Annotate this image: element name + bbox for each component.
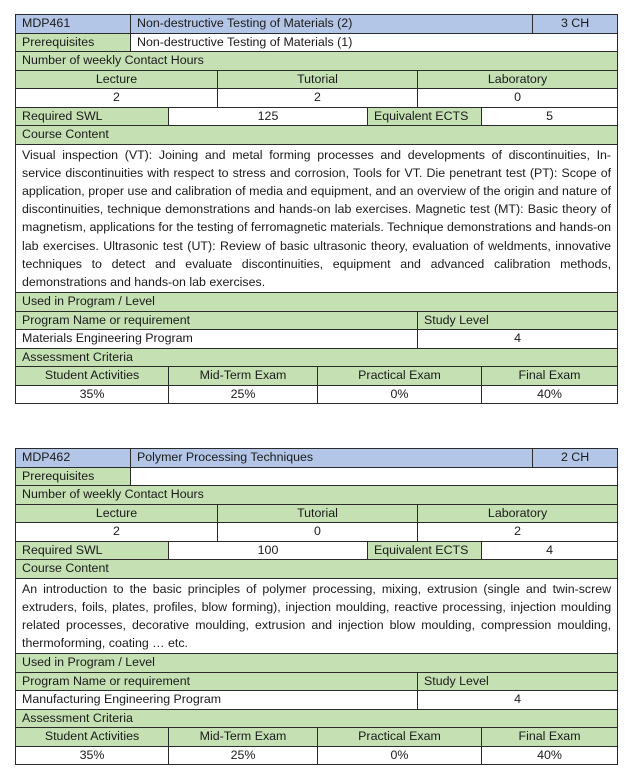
contact-hours-label-row: [16, 52, 618, 71]
assessment-header-row: [16, 728, 618, 747]
program-level-label: Used in Program / Level: [16, 654, 618, 673]
assessment-values-row: [16, 746, 618, 765]
contact-hours-label: Number of weekly Contact Hours: [16, 486, 618, 505]
midterm-value: 25%: [169, 385, 318, 404]
course-content: An introduction to the basic principles of polymer processing, mixing, extrusion (single and twin-screw extruders, foils, plates, profiles, blow forming), injection moulding, reactive processing, injection moulding related processes, decorative moulding, extrusion and injection blow moulding, compression moulding, thermoforming, coating … etc.: [16, 578, 618, 654]
practical-value: 0%: [318, 385, 482, 404]
assessment-values-row: [16, 385, 618, 404]
content-label-row: [16, 560, 618, 579]
content-label-row: [16, 126, 618, 145]
study-level: 4: [418, 691, 618, 710]
ects-label: Equivalent ECTS: [368, 541, 482, 560]
lecture-hours: 2: [16, 523, 218, 542]
midterm-header: Mid-Term Exam: [169, 728, 318, 747]
hours-values-row: [16, 523, 618, 542]
hours-header-row: [16, 504, 618, 523]
study-level: 4: [418, 330, 618, 349]
final-header: Final Exam: [482, 367, 618, 386]
course-code: MDP461: [16, 15, 131, 34]
final-value: 40%: [482, 385, 618, 404]
practical-header: Practical Exam: [318, 367, 482, 386]
practical-header: Practical Exam: [318, 728, 482, 747]
prerequisites-row: [16, 33, 618, 52]
prerequisites-row: [16, 467, 618, 486]
swl-label: Required SWL: [16, 107, 169, 126]
header-row: [16, 15, 618, 34]
assessment-label-row: [16, 348, 618, 367]
tutorial-header: Tutorial: [218, 70, 418, 89]
tutorial-hours: 0: [218, 523, 418, 542]
swl-value: 100: [169, 541, 368, 560]
laboratory-hours: 2: [418, 523, 618, 542]
credit-hours: 2 CH: [533, 449, 618, 468]
program-value-row: [16, 691, 618, 710]
hours-header-row: [16, 70, 618, 89]
final-header: Final Exam: [482, 728, 618, 747]
swl-value: 125: [169, 107, 368, 126]
midterm-value: 25%: [169, 746, 318, 765]
credit-hours: 3 CH: [533, 15, 618, 34]
program-header-row: [16, 311, 618, 330]
course-title: Non-destructive Testing of Materials (2): [131, 15, 533, 34]
content-row: [16, 578, 618, 654]
program-value-row: [16, 330, 618, 349]
assessment-header-row: [16, 367, 618, 386]
prerequisites-value: Non-destructive Testing of Materials (1): [131, 33, 618, 52]
contact-hours-label: Number of weekly Contact Hours: [16, 52, 618, 71]
program-name: Materials Engineering Program: [16, 330, 418, 349]
program-name-header: Program Name or requirement: [16, 672, 418, 691]
contact-hours-label-row: [16, 486, 618, 505]
prerequisites-value: [131, 467, 618, 486]
assessment-criteria-label: Assessment Criteria: [16, 709, 618, 728]
student-activities-header: Student Activities: [16, 728, 169, 747]
ects-value: 4: [482, 541, 618, 560]
header-row: [16, 449, 618, 468]
course-title: Polymer Processing Techniques: [131, 449, 533, 468]
course-table-mdp462: [15, 448, 617, 765]
course-content: Visual inspection (VT): Joining and metal forming processes and developments of discontinuities, In-service discontinuities with respect to stress and corrosion, Tools for VT. Die penetrant test (PT): Scope of application, proper use and calibration of media and equipment, and an overview of the origin and nature of discontinuities, technique demonstrations and hands-on lab exercises. Magnetic test (MT): Basic theory of magnetism, applications for the testing of ferromagnetic materials. Technique demonstrations and hands-on lab exercises. Ultrasonic test (UT): Review of basic ultrasonic theory, evaluation of weldments, innovative techniques to detect and evaluate discontinuities, equipment and advanced calibration methods, demonstrations and hands-on lab exercises.: [16, 144, 618, 293]
program-label-row: [16, 293, 618, 312]
lecture-header: Lecture: [16, 504, 218, 523]
course-code: MDP462: [16, 449, 131, 468]
lecture-hours: 2: [16, 89, 218, 108]
course-content-label: Course Content: [16, 560, 618, 579]
assessment-criteria-label: Assessment Criteria: [16, 348, 618, 367]
swl-row: [16, 541, 618, 560]
program-label-row: [16, 654, 618, 673]
assessment-label-row: [16, 709, 618, 728]
student-activities-value: 35%: [16, 746, 169, 765]
prerequisites-label: Prerequisites: [16, 467, 131, 486]
swl-row: [16, 107, 618, 126]
program-name: Manufacturing Engineering Program: [16, 691, 418, 710]
prerequisites-label: Prerequisites: [16, 33, 131, 52]
final-value: 40%: [482, 746, 618, 765]
course-content-label: Course Content: [16, 126, 618, 145]
laboratory-header: Laboratory: [418, 504, 618, 523]
course-spec-table: [15, 448, 618, 765]
ects-label: Equivalent ECTS: [368, 107, 482, 126]
laboratory-hours: 0: [418, 89, 618, 108]
tutorial-header: Tutorial: [218, 504, 418, 523]
lecture-header: Lecture: [16, 70, 218, 89]
hours-values-row: [16, 89, 618, 108]
ects-value: 5: [482, 107, 618, 126]
swl-label: Required SWL: [16, 541, 169, 560]
laboratory-header: Laboratory: [418, 70, 618, 89]
program-header-row: [16, 672, 618, 691]
study-level-header: Study Level: [418, 672, 618, 691]
study-level-header: Study Level: [418, 311, 618, 330]
midterm-header: Mid-Term Exam: [169, 367, 318, 386]
course-table-mdp461: [15, 14, 617, 404]
program-level-label: Used in Program / Level: [16, 293, 618, 312]
course-spec-table: [15, 14, 618, 404]
student-activities-value: 35%: [16, 385, 169, 404]
practical-value: 0%: [318, 746, 482, 765]
content-row: [16, 144, 618, 293]
student-activities-header: Student Activities: [16, 367, 169, 386]
program-name-header: Program Name or requirement: [16, 311, 418, 330]
tutorial-hours: 2: [218, 89, 418, 108]
